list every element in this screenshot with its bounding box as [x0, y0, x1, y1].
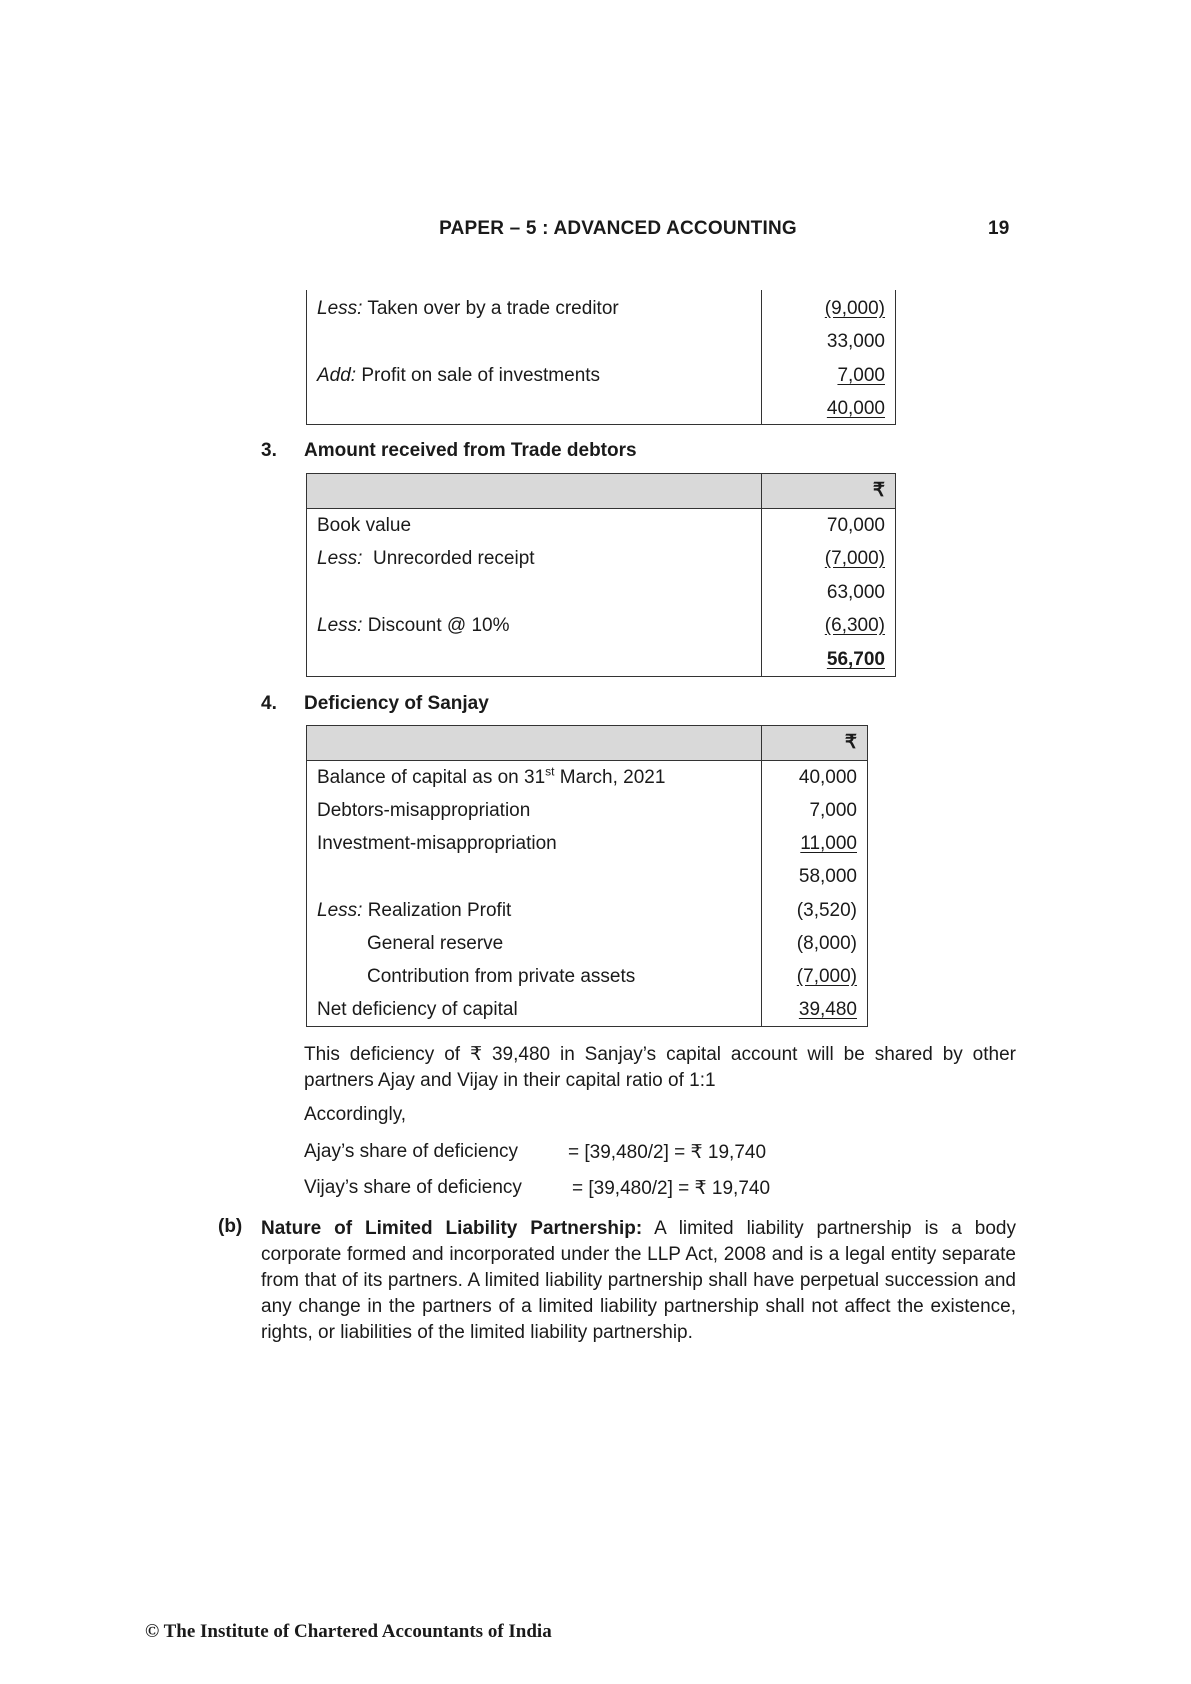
- section-title: Amount received from Trade debtors: [304, 440, 637, 461]
- accordingly-text: Accordingly,: [304, 1104, 407, 1125]
- table-value: (7,000): [824, 548, 885, 569]
- table-value: 11,000: [800, 833, 857, 854]
- section-title: Deficiency of Sanjay: [304, 693, 489, 714]
- currency-header: ₹: [844, 732, 857, 753]
- table-value: (7,000): [796, 966, 857, 987]
- table-row: Contribution from private assets: [367, 966, 636, 987]
- table-value: (3,520): [796, 900, 857, 921]
- table-value: 58,000: [798, 866, 857, 887]
- table-row: Less: Unrecorded receipt: [317, 548, 535, 569]
- deficiency-paragraph: This deficiency of ₹ 39,480 in Sanjay’s capital account will be shared by other partners Ajay and Vijay in their capital ratio of 1:1: [304, 1044, 1016, 1091]
- table-value: (9,000): [824, 298, 885, 319]
- table-value: 7,000: [809, 800, 857, 821]
- table-row: Net deficiency of capital: [317, 999, 518, 1020]
- ajay-share-value: = [39,480/2] = ₹ 19,740: [568, 1142, 767, 1163]
- table-row: Less: Realization Profit: [317, 900, 512, 921]
- currency-header: ₹: [872, 480, 885, 501]
- table-row: Add: Profit on sale of investments: [317, 365, 601, 386]
- sanjay-deficiency-table: [306, 725, 868, 1027]
- table-row: Book value: [317, 515, 412, 536]
- section-number: 4.: [261, 693, 277, 714]
- table-total: 56,700: [826, 649, 885, 670]
- vijay-share-value: = [39,480/2] = ₹ 19,740: [572, 1178, 771, 1199]
- part-label: (b): [218, 1216, 243, 1237]
- table-value: 70,000: [826, 515, 885, 536]
- vijay-share-label: Vijay’s share of deficiency: [304, 1177, 522, 1198]
- table-value: 40,000: [826, 398, 885, 419]
- table-value: 40,000: [798, 767, 857, 788]
- table-row: Balance of capital as on 31st March, 2021: [317, 764, 666, 788]
- copyright-footer: © The Institute of Chartered Accountants of India: [145, 1621, 552, 1642]
- section-number: 3.: [261, 440, 277, 461]
- table-row: General reserve: [367, 933, 504, 954]
- table-value: 63,000: [826, 582, 885, 603]
- ajay-share-label: Ajay’s share of deficiency: [304, 1141, 519, 1162]
- table-row: Investment-misappropriation: [317, 833, 557, 854]
- page-title: PAPER – 5 : ADVANCED ACCOUNTING: [439, 218, 797, 239]
- table-row: Less: Discount @ 10%: [317, 615, 510, 636]
- table-value: (6,300): [824, 615, 885, 636]
- table-value: 33,000: [826, 331, 885, 352]
- llp-paragraph: Nature of Limited Liability Partnership: A limited liability partnership is a body corporate formed and incorporated under the LLP Act, 2008 and is a legal entity separate from that of its partners. A limited liability partnership shall have perpetual succession and any change in the partners of a limited liability partnership shall not affect the existence, rights, or liabilities of the limited liability partnership.: [261, 1218, 1016, 1343]
- table-value: 7,000: [837, 365, 885, 386]
- table-row: Less: Taken over by a trade creditor: [317, 298, 619, 319]
- table-value: (8,000): [796, 933, 857, 954]
- table-row: Debtors-misappropriation: [317, 800, 531, 821]
- page-number: 19: [988, 218, 1010, 239]
- table-total: 39,480: [798, 999, 857, 1020]
- trade-debtors-table: [306, 473, 896, 677]
- continued-table: [306, 290, 896, 425]
